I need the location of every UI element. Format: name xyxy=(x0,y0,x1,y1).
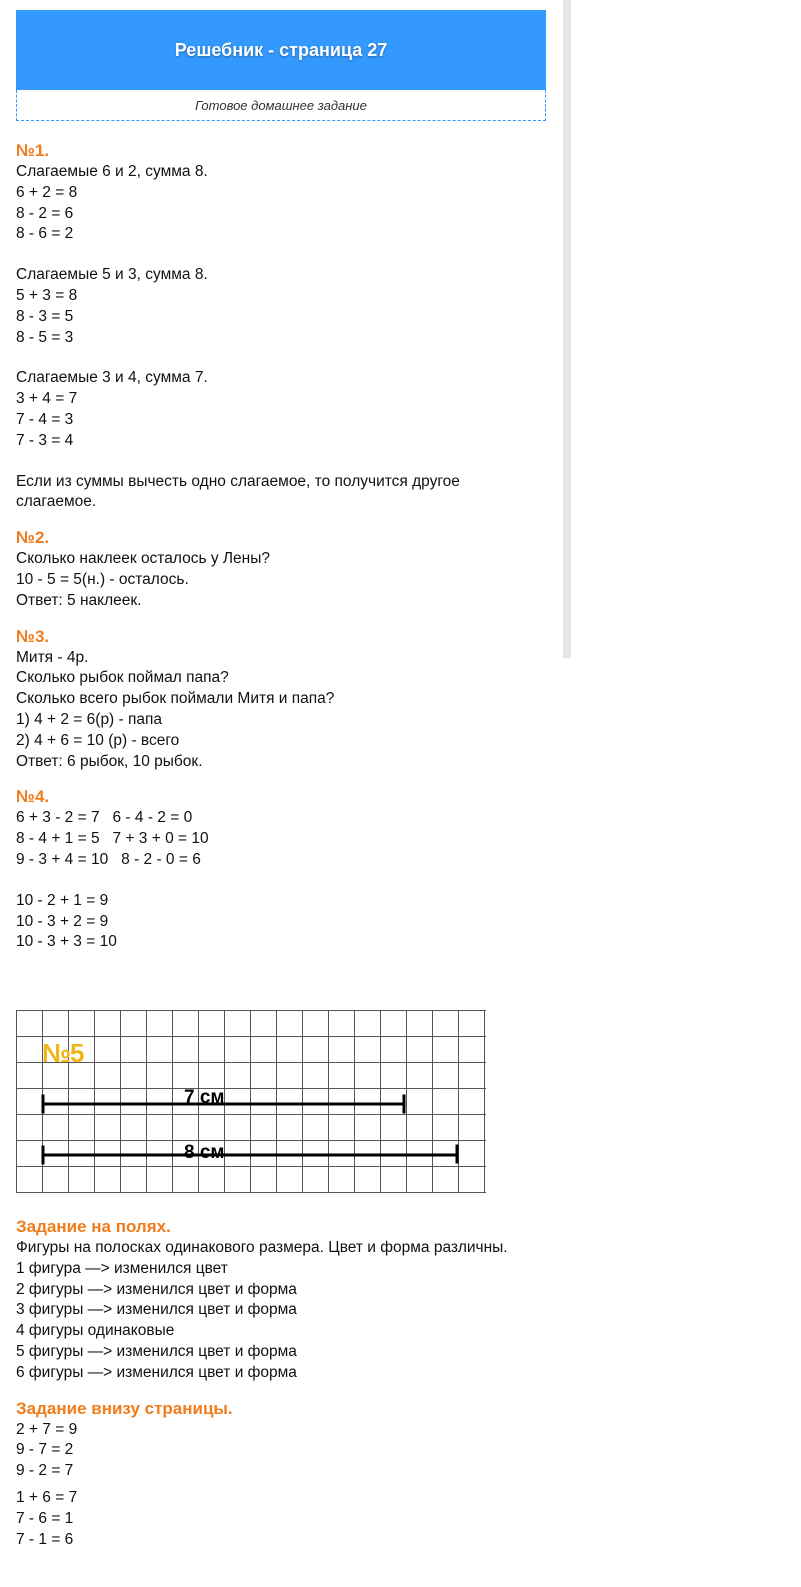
text-line: 8 - 6 = 2 xyxy=(16,225,74,243)
graph-paper xyxy=(16,1010,486,1193)
text-line: 4 фигуры одинаковые xyxy=(16,1322,175,1340)
text-line: 6 фигуры —> изменился цвет и форма xyxy=(16,1363,297,1381)
task-5-title: №5 xyxy=(42,1038,84,1068)
extra-tasks xyxy=(16,1216,576,1550)
text-line: Сколько всего рыбок поймали Митя и папа? xyxy=(16,690,335,708)
text-line: Сколько рыбок поймал папа? xyxy=(16,669,229,687)
task-1-title: №1. xyxy=(16,141,50,160)
text-line: 1) 4 + 2 = 6(р) - папа xyxy=(16,710,163,728)
task-1-conclusion: Если из суммы вычесть одно слагаемое, то получится другое xyxy=(16,472,460,490)
text-line: 7 - 4 = 3 xyxy=(16,410,74,428)
text-line: 1 фигура —> изменился цвет xyxy=(16,1259,228,1277)
margin-task-title: Задание на полях. xyxy=(16,1217,171,1236)
text-line: 2) 4 + 6 = 10 (р) - всего xyxy=(16,731,180,749)
text-line: 7 - 1 = 6 xyxy=(16,1530,74,1548)
text-line: 8 - 3 = 5 xyxy=(16,307,74,325)
text-line: 10 - 5 = 5(н.) - осталось. xyxy=(16,570,189,588)
text-line: 6 + 2 = 8 xyxy=(16,183,78,201)
text-line: 8 - 4 + 1 = 5 7 + 3 + 0 = 10 xyxy=(16,830,209,848)
text-line: 10 - 2 + 1 = 9 xyxy=(16,891,109,909)
text-line: 10 - 3 + 2 = 9 xyxy=(16,912,109,930)
text-line: 8 - 2 = 6 xyxy=(16,204,74,222)
header-title-bar xyxy=(16,10,546,90)
text-line: 2 фигуры —> изменился цвет и форма xyxy=(16,1280,297,1298)
text-line: Митя - 4р. xyxy=(16,648,89,666)
text-line: 9 - 7 = 2 xyxy=(16,1441,74,1459)
text-line: 5 + 3 = 8 xyxy=(16,286,78,304)
text-line: 7 - 6 = 1 xyxy=(16,1509,74,1527)
task-5-grid-image xyxy=(16,1010,486,1193)
text-line: 2 + 7 = 9 xyxy=(16,1420,78,1438)
page-subtitle: Готовое домашнее задание xyxy=(195,97,367,113)
text-line: Фигуры на полосках одинакового размера. Цвет и форма различны. xyxy=(16,1239,508,1256)
text-line: 10 - 3 + 3 = 10 xyxy=(16,933,117,951)
solutions-content xyxy=(16,140,576,953)
text-line: 9 - 3 + 4 = 10 8 - 2 - 0 = 6 xyxy=(16,850,201,868)
header-subtitle-box xyxy=(16,90,546,121)
text-line: Слагаемые 5 и 3, сумма 8. xyxy=(16,266,208,284)
task-1-block-2 xyxy=(16,265,576,348)
bottom-task-title: Задание внизу страницы. xyxy=(16,1398,233,1418)
text-line: 3 фигуры —> изменился цвет и форма xyxy=(16,1301,297,1319)
text-line: 3 + 4 = 7 xyxy=(16,390,78,408)
text-line: 6 + 3 - 2 = 7 6 - 4 - 2 = 0 xyxy=(16,809,193,827)
text-line: Слагаемые 3 и 4, сумма 7. xyxy=(16,369,208,387)
text-line: 8 - 5 = 3 xyxy=(16,328,74,346)
text-line: 9 - 2 = 7 xyxy=(16,1462,74,1480)
text-line: Ответ: 6 рыбок, 10 рыбок. xyxy=(16,752,203,770)
task-1-block-1 xyxy=(16,162,576,245)
task-1-block-3 xyxy=(16,368,576,451)
text-line: Слагаемые 6 и 2, сумма 8. xyxy=(16,163,208,180)
segment-2-label: 8 см xyxy=(184,1142,225,1163)
text-line: Сколько наклеек осталось у Лены? xyxy=(16,550,270,568)
task-1-conclusion-cont: слагаемое. xyxy=(16,493,97,511)
text-line: 5 фигуры —> изменился цвет и форма xyxy=(16,1342,297,1360)
segment-1-label: 7 см xyxy=(184,1087,225,1108)
text-line: 1 + 6 = 7 xyxy=(16,1488,78,1506)
page-header xyxy=(16,10,546,122)
task-2-title: №2. xyxy=(16,528,50,548)
page-title: Решебник - страница 27 xyxy=(174,39,388,60)
text-line: Ответ: 5 наклеек. xyxy=(16,591,142,609)
task-4-title: №4. xyxy=(16,787,50,807)
text-line: 7 - 3 = 4 xyxy=(16,431,74,449)
task-3-title: №3. xyxy=(16,626,50,646)
